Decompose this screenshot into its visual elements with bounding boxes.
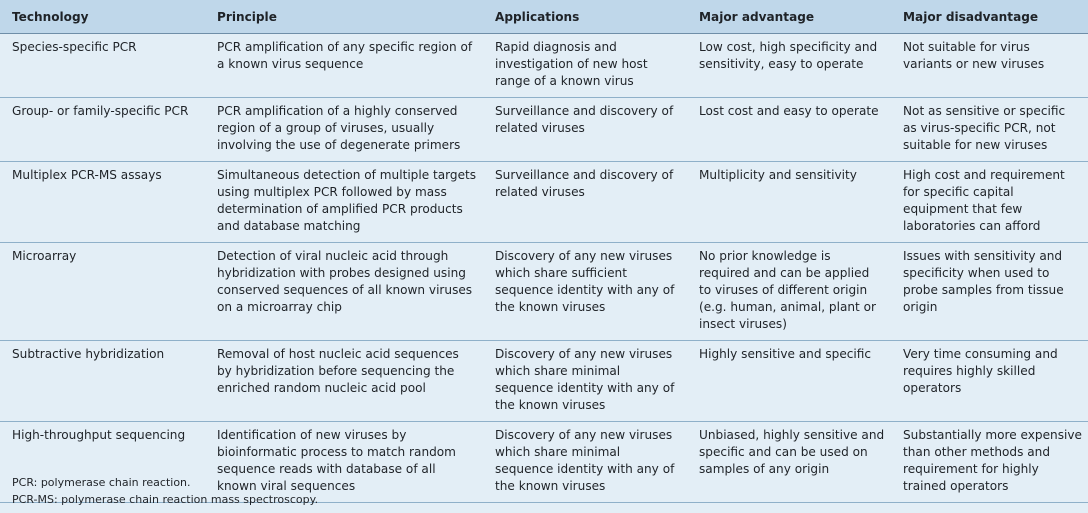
header-major-advantage: Major advantage — [687, 0, 891, 34]
cell-advantage: Lost cost and easy to operate — [687, 98, 891, 162]
cell-applications: Discovery of any new viruses which share minimal sequence identity with any of the known viruses — [483, 422, 687, 503]
cell-disadvantage: Very time consuming and requires highly skilled operators — [891, 341, 1088, 422]
cell-technology: Group- or family-specific PCR — [0, 98, 205, 162]
cell-disadvantage: Not as sensitive or specific as virus-specific PCR, not suitable for new viruses — [891, 98, 1088, 162]
footnote-pcr: PCR: polymerase chain reaction. — [12, 476, 191, 489]
header-principle: Principle — [205, 0, 483, 34]
cell-disadvantage: Issues with sensitivity and specificity when used to probe samples from tissue origin — [891, 243, 1088, 341]
cell-applications: Rapid diagnosis and investigation of new host range of a known virus — [483, 34, 687, 98]
cell-principle: PCR amplification of any specific region of a known virus sequence — [205, 34, 483, 98]
cell-advantage: Multiplicity and sensitivity — [687, 162, 891, 243]
header-technology: Technology — [0, 0, 205, 34]
cell-principle: PCR amplification of a highly conserved region of a group of viruses, usually involving the use of degenerate primers — [205, 98, 483, 162]
cell-principle: Removal of host nucleic acid sequences by hybridization before sequencing the enriched random nucleic acid pool — [205, 341, 483, 422]
cell-principle: Identification of new viruses by bioinformatic process to match random sequence reads with database of all known viral sequences — [205, 422, 483, 503]
cell-principle: Simultaneous detection of multiple targets using multiplex PCR followed by mass determination of amplified PCR products and database matching — [205, 162, 483, 243]
table-row — [0, 34, 1088, 98]
header-major-disadvantage: Major disadvantage — [891, 0, 1088, 34]
cell-advantage: Unbiased, highly sensitive and specific and can be used on samples of any origin — [687, 422, 891, 503]
cell-disadvantage: Substantially more expensive than other methods and requirement for highly trained operators — [891, 422, 1088, 503]
cell-technology: Subtractive hybridization — [0, 341, 205, 422]
cell-advantage: Low cost, high specificity and sensitivity, easy to operate — [687, 34, 891, 98]
cell-applications: Surveillance and discovery of related viruses — [483, 162, 687, 243]
table-header-row — [0, 0, 1088, 34]
cell-technology: Multiplex PCR-MS assays — [0, 162, 205, 243]
cell-technology: Species-specific PCR — [0, 34, 205, 98]
cell-applications: Discovery of any new viruses which share minimal sequence identity with any of the known viruses — [483, 341, 687, 422]
cell-advantage: No prior knowledge is required and can be applied to viruses of different origin (e.g. human, animal, plant or insect viruses) — [687, 243, 891, 341]
cell-principle: Detection of viral nucleic acid through hybridization with probes designed using conserved sequences of all known viruses on a microarray chip — [205, 243, 483, 341]
footnote-pcr-ms: PCR-MS: polymerase chain reaction mass spectroscopy. — [12, 493, 319, 506]
cell-technology: High-throughput sequencing — [0, 422, 205, 503]
cell-technology: Microarray — [0, 243, 205, 341]
table-footnotes — [12, 474, 318, 508]
table-row — [0, 243, 1088, 341]
cell-applications: Surveillance and discovery of related viruses — [483, 98, 687, 162]
header-applications: Applications — [483, 0, 687, 34]
cell-disadvantage: Not suitable for virus variants or new viruses — [891, 34, 1088, 98]
cell-advantage: Highly sensitive and specific — [687, 341, 891, 422]
table-row — [0, 162, 1088, 243]
cell-disadvantage: High cost and requirement for specific capital equipment that few laboratories can afford — [891, 162, 1088, 243]
table-row — [0, 341, 1088, 422]
table-row — [0, 98, 1088, 162]
cell-applications: Discovery of any new viruses which share sufficient sequence identity with any of the known viruses — [483, 243, 687, 341]
